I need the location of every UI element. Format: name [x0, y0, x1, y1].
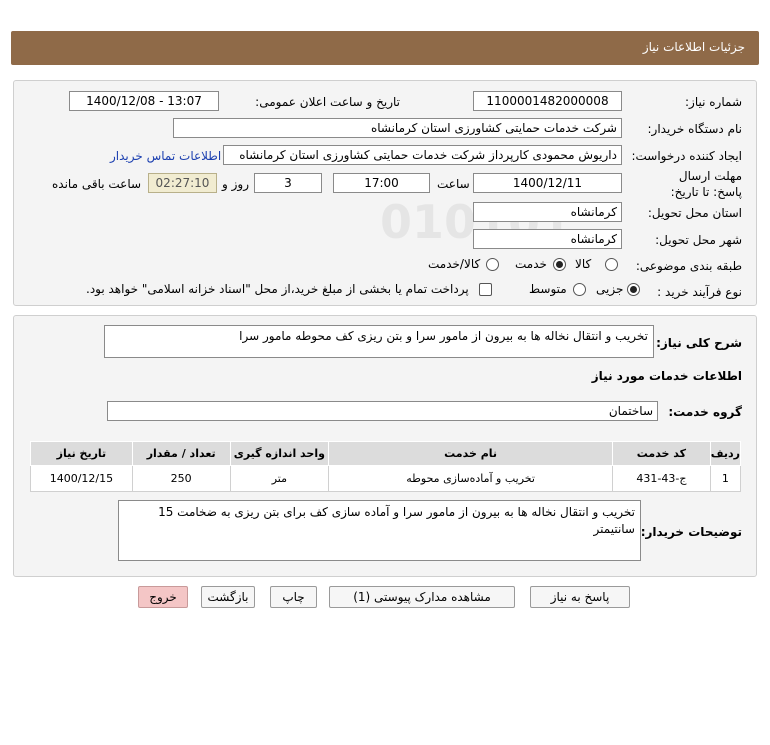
print-button[interactable]: چاپ — [270, 586, 317, 608]
process-option-medium: متوسط — [529, 282, 567, 296]
payment-note: پرداخت تمام یا بخشی از مبلغ خرید،از محل "اسناد خزانه اسلامی" خواهد بود. — [86, 282, 469, 296]
summary-label: شرح کلی نیاز: — [656, 336, 742, 350]
creator-field: داریوش محمودی کارپرداز شرکت خدمات حمایتی کشاورزی استان کرمانشاه — [223, 145, 622, 165]
category-label: طبقه بندی موضوعی: — [635, 259, 742, 273]
province-label: استان محل تحویل: — [647, 206, 742, 220]
col-header-code: کد خدمت — [613, 442, 711, 466]
need-number-field: 1100001482000008 — [473, 91, 622, 111]
deadline-time-field: 17:00 — [333, 173, 430, 193]
back-button[interactable]: بازگشت — [201, 586, 255, 608]
cell-name: تخریب و آماده‌سازی محوطه — [329, 466, 613, 492]
deadline-date-field: 1400/12/11 — [473, 173, 622, 193]
remaining-label: ساعت باقی مانده — [52, 177, 142, 191]
cell-code: ج-43-431 — [613, 466, 711, 492]
col-header-row: ردیف — [710, 442, 740, 466]
col-header-qty: تعداد / مقدار — [132, 442, 230, 466]
treasury-payment-checkbox[interactable] — [479, 283, 492, 296]
cell-qty: 250 — [132, 466, 230, 492]
summary-text: تخریب و انتقال نخاله ها به بیرون از مامور سرا و بتن ریزی کف محوطه مامور سرا — [104, 325, 654, 358]
announce-date-label: تاریخ و ساعت اعلان عمومی: — [255, 95, 400, 109]
table-row — [31, 466, 741, 492]
category-radio-goods[interactable] — [605, 258, 618, 271]
category-radio-goods-service[interactable] — [486, 258, 499, 271]
buyer-contact-link[interactable]: اطلاعات تماس خریدار — [110, 149, 222, 163]
page-header — [11, 31, 759, 65]
service-group-label: گروه خدمت: — [668, 405, 742, 419]
category-radio-service[interactable] — [553, 258, 566, 271]
city-label: شهر محل تحویل: — [655, 233, 742, 247]
table-header-row — [31, 442, 741, 466]
cell-date: 1400/12/15 — [31, 466, 133, 492]
process-option-minor: جزیی — [596, 282, 624, 296]
col-header-date: تاریخ نیاز — [31, 442, 133, 466]
reply-button[interactable]: پاسخ به نیاز — [530, 586, 630, 608]
col-header-name: نام خدمت — [329, 442, 613, 466]
exit-button[interactable]: خروج — [138, 586, 188, 608]
services-heading: اطلاعات خدمات مورد نیاز — [591, 369, 742, 383]
category-option-service: خدمت — [515, 257, 547, 271]
creator-label: ایجاد کننده درخواست: — [631, 149, 742, 163]
page-title: جزئیات اطلاعات نیاز — [642, 40, 745, 54]
col-header-unit: واحد اندازه گیری — [230, 442, 329, 466]
buyer-notes-text: تخریب و انتقال نخاله ها به بیرون از مامور سرا و آماده سازی کف برای بتن ریزی به ضخامت 15 سانتیمتر — [118, 500, 641, 561]
attachments-button[interactable]: مشاهده مدارک پیوستی (1) — [329, 586, 515, 608]
city-field: کرمانشاه — [473, 229, 622, 249]
process-radio-medium[interactable] — [573, 283, 586, 296]
province-field: کرمانشاه — [473, 202, 622, 222]
process-radio-minor[interactable] — [627, 283, 640, 296]
announce-date-field: 1400/12/08 - 13:07 — [69, 91, 219, 111]
buyer-org-label: نام دستگاه خریدار: — [647, 122, 742, 136]
cell-unit: متر — [230, 466, 329, 492]
remaining-timer: 02:27:10 — [148, 173, 217, 193]
deadline-label: مهلت ارسال پاسخ: تا تاریخ: — [670, 169, 742, 199]
category-option-goods-service: کالا/خدمت — [428, 257, 481, 271]
cell-row: 1 — [710, 466, 740, 492]
buyer-org-field: شرکت خدمات حمایتی کشاورزی استان کرمانشاه — [173, 118, 622, 138]
days-field: 3 — [254, 173, 322, 193]
buyer-notes-label: توضیحات خریدار: — [640, 525, 742, 539]
deadline-time-label: ساعت — [437, 177, 470, 191]
services-table — [30, 441, 741, 492]
service-group-field: ساختمان — [107, 401, 658, 421]
process-label: نوع فرآیند خرید : — [657, 285, 742, 299]
days-label: روز و — [222, 177, 249, 191]
category-option-goods: کالا — [575, 257, 592, 271]
need-number-label: شماره نیاز: — [685, 95, 742, 109]
